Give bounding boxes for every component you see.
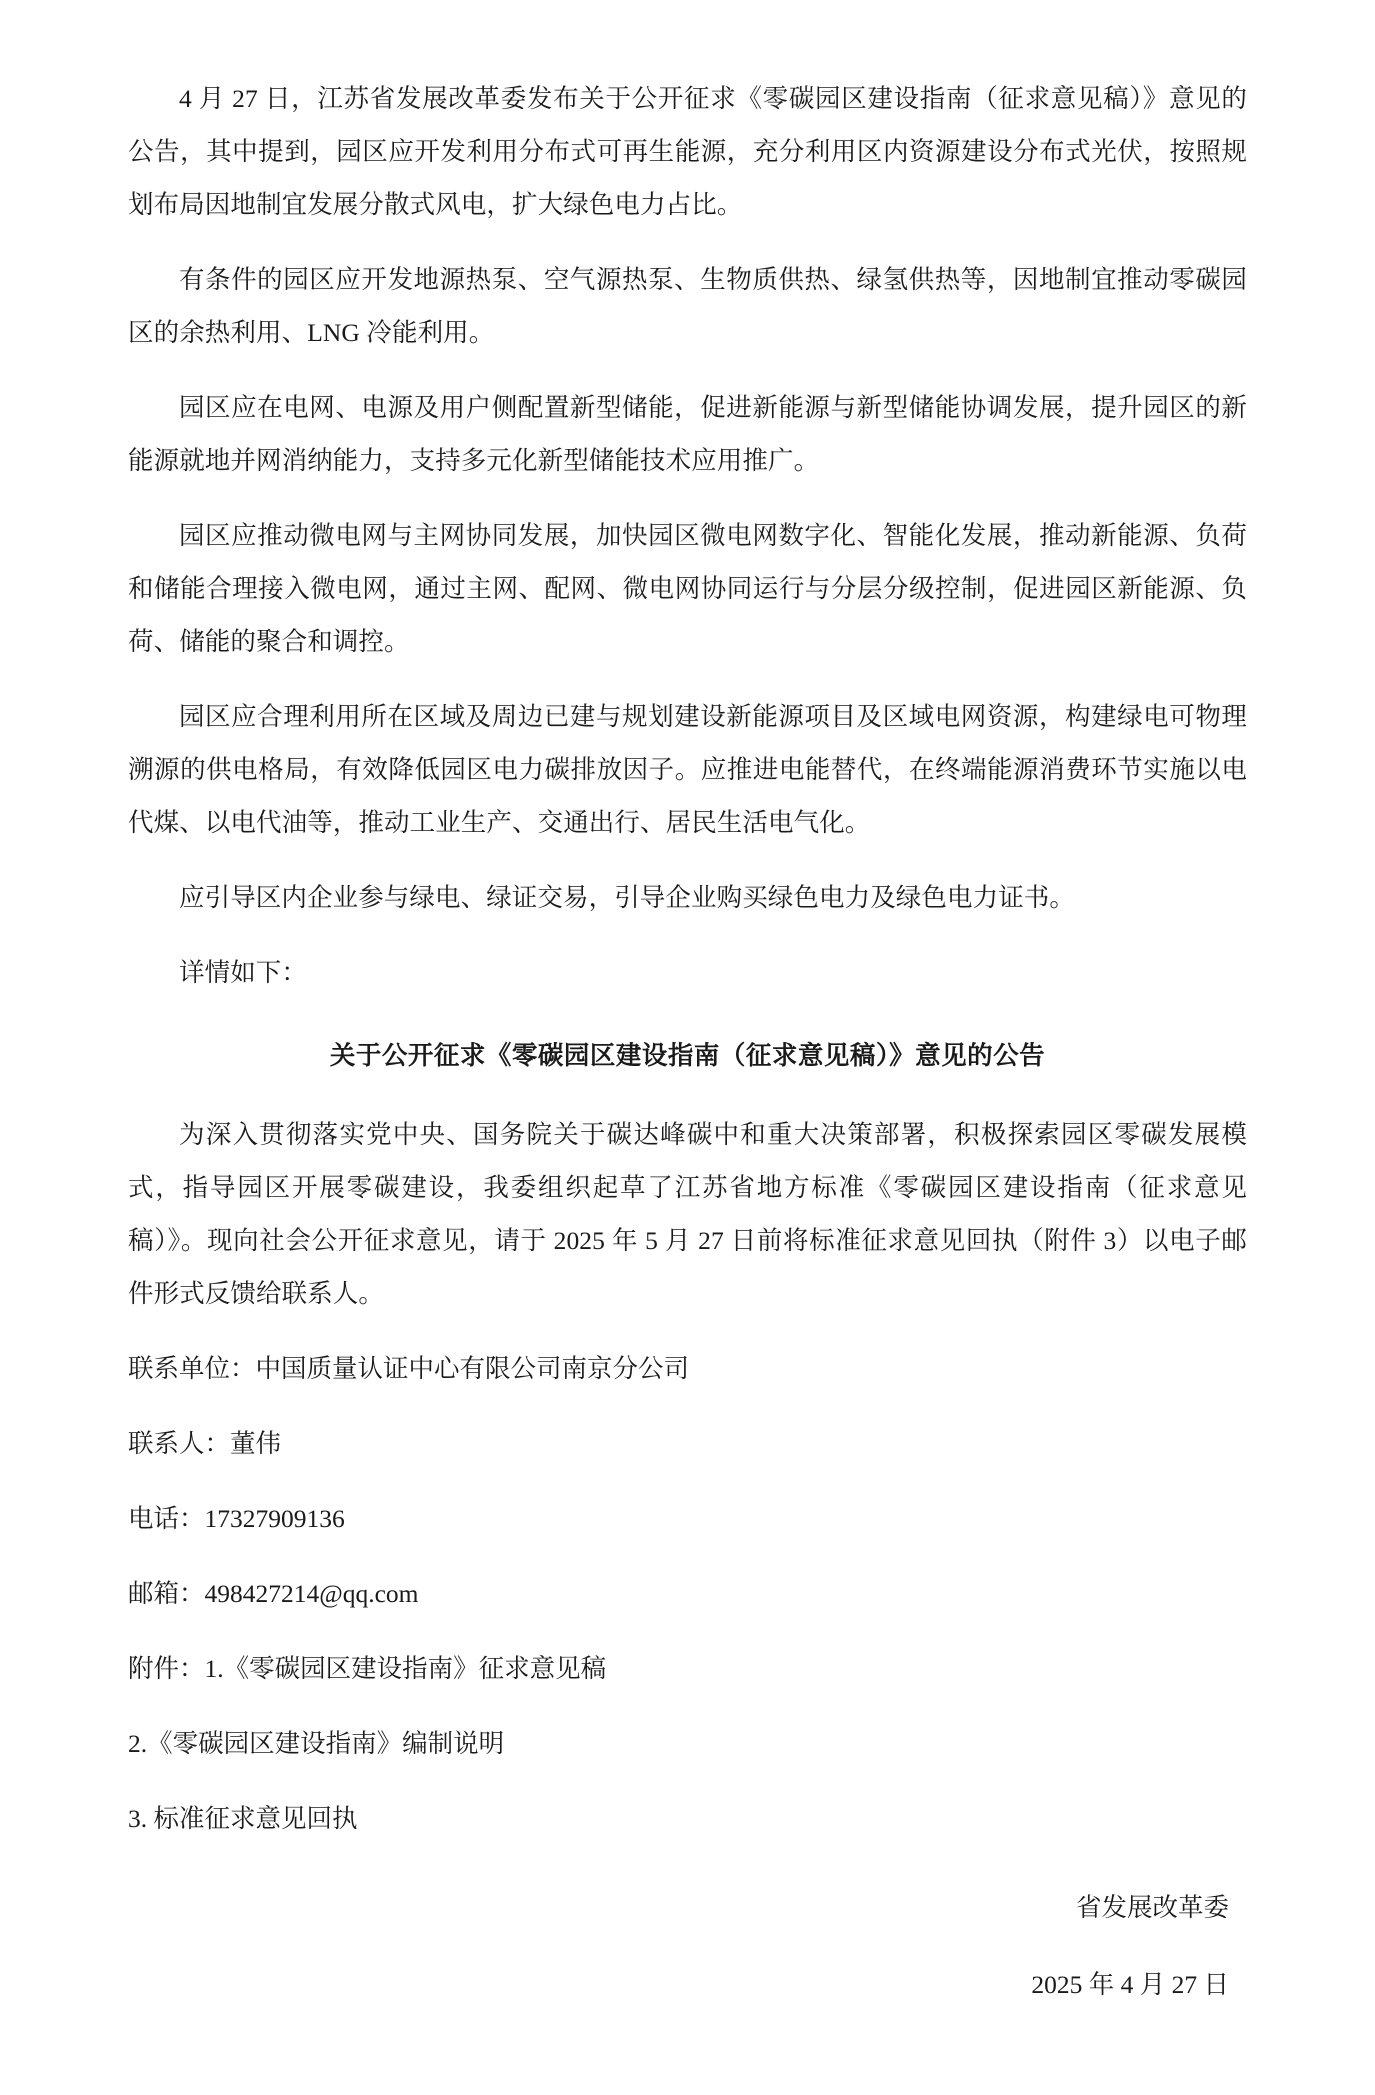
contact-unit-line: 联系单位：中国质量认证中心有限公司南京分公司 bbox=[128, 1354, 690, 1383]
paragraph-heat-pumps: 有条件的园区应开发地源热泵、空气源热泵、生物质供热、绿氢供热等，因地制宜推动零碳园区的余热利用、LNG 冷能利用。 bbox=[128, 265, 1247, 347]
announcement-title: 关于公开征求《零碳园区建设指南（征求意见稿）》意见的公告 bbox=[329, 1041, 1046, 1070]
contact-person-line: 联系人：董伟 bbox=[128, 1429, 282, 1458]
paragraph-details-follow: 详情如下： bbox=[179, 958, 308, 987]
paragraph-green-certificate-trading: 应引导区内企业参与绿电、绿证交易，引导企业购买绿色电力及绿色电力证书。 bbox=[179, 883, 1076, 912]
paragraph-renewable-energy: 4 月 27 日，江苏省发展改革委发布关于公开征求《零碳园区建设指南（征求意见稿）》意见的公告，其中提到，园区应开发利用分布式可再生能源，充分利用区内资源建设分布式光伏，按照规划布局因地制宜发展分散式风电，扩大绿色电力占比。 bbox=[128, 84, 1247, 219]
attachment-item-3: 3. 标准征求意见回执 bbox=[128, 1804, 358, 1833]
contact-email-line: 邮箱：498427214@qq.com bbox=[128, 1579, 419, 1608]
paragraph-green-power-traceability: 园区应合理利用所在区域及周边已建与规划建设新能源项目及区域电网资源，构建绿电可物理溯源的供电格局，有效降低园区电力碳排放因子。应推进电能替代，在终端能源消费环节实施以电代煤、以电代油等，推动工业生产、交通出行、居民生活电气化。 bbox=[128, 702, 1247, 837]
attachment-item-2: 2.《零碳园区建设指南》编制说明 bbox=[128, 1729, 505, 1758]
contact-phone-line: 电话：17327909136 bbox=[128, 1504, 345, 1533]
signature-block bbox=[128, 1881, 1247, 2011]
issuer-name: 省发展改革委 bbox=[1075, 1893, 1229, 1922]
paragraph-microgrid: 园区应推动微电网与主网协同发展，加快园区微电网数字化、智能化发展，推动新能源、负荷和储能合理接入微电网，通过主网、配网、微电网协同运行与分层分级控制，促进园区新能源、负荷、储能的聚合和调控。 bbox=[128, 521, 1247, 656]
announcement-body: 为深入贯彻落实党中央、国务院关于碳达峰碳中和重大决策部署，积极探索园区零碳发展模式，指导园区开展零碳建设，我委组织起草了江苏省地方标准《零碳园区建设指南（征求意见稿）》。现向社会公开征求意见，请于 2025 年 5 月 27 日前将标准征求意见回执（附件 3）以电子邮件形式反馈给联系人。 bbox=[128, 1120, 1247, 1308]
issue-date: 2025 年 4 月 27 日 bbox=[1031, 1970, 1229, 1999]
paragraph-energy-storage: 园区应在电网、电源及用户侧配置新型储能，促进新能源与新型储能协调发展，提升园区的新能源就地并网消纳能力，支持多元化新型储能技术应用推广。 bbox=[128, 393, 1247, 475]
attachment-item-1: 附件：1.《零碳园区建设指南》征求意见稿 bbox=[128, 1654, 607, 1683]
